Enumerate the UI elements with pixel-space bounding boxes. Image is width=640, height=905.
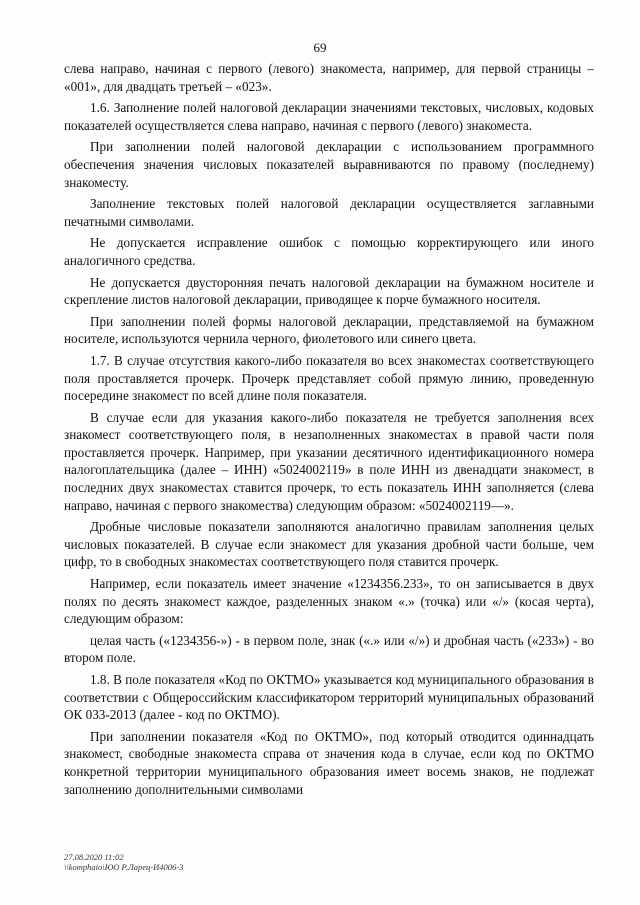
paragraph: При заполнении полей формы налоговой декларации, представляемой на бумажном носителе, используются чернила черного, фиолетового или синего цвета. (64, 313, 594, 347)
paragraph: Например, если показатель имеет значение «1234356.233», то он записывается в двух полях по десять знакомест каждое, разделенных знаком «.» (точка) или «/» (косая черта), следующим образом: (64, 576, 594, 627)
paragraph: Дробные числовые показатели заполняются аналогично правилам заполнения целых числовых показателей. В случае если знакомест для указания дробной части больше, чем цифр, то в свободных знакоместах соответствующего поля ставится прочерк. (64, 519, 594, 570)
paragraph: Не допускается двусторонняя печать налоговой декларации на бумажном носителе и скрепление листов налоговой декларации, приводящее к порче бумажного носителя. (64, 274, 594, 308)
document-footer (64, 852, 183, 872)
page-number: 69 (313, 40, 327, 55)
paragraph: 1.8. В поле показателя «Код по ОКТМО» указывается код муниципального образования в соответствии с Общероссийским классификатором территорий муниципальных образований ОК 033-2013 (далее - код по ОКТМО). (64, 672, 594, 723)
paragraph: 1.6. Заполнение полей налоговой декларации значениями текстовых, числовых, кодовых показателей осуществляется слева направо, начиная с первого (левого) знакоместа. (64, 100, 594, 133)
paragraph: При заполнении полей налоговой декларации с использованием программного обеспечения значения числовых показателей выравниваются по правому (последнему) знакоместу. (64, 139, 594, 190)
document-body (64, 60, 594, 802)
paragraph: 1.7. В случае отсутствия какого-либо показателя во всех знакоместах соответствующего поля проставляется прочерк. Прочерк представляет собой прямую линию, проведенную посередине знакомест по всей длине поля показателя. (64, 352, 594, 404)
paragraph: слева направо, начиная с первого (левого) знакоместа, например, для первой страницы – «001», для двадцать третьей – «023». (64, 61, 594, 94)
paragraph: целая часть («1234356-») - в первом поле, знак («.» или «/») и дробная часть («233») - во втором поле. (64, 632, 594, 666)
paragraph: Не допускается исправление ошибок с помощью корректирующего или иного аналогичного средства. (64, 235, 594, 268)
paragraph: Заполнение текстовых полей налоговой декларации осуществляется заглавными печатными символами. (64, 196, 594, 229)
footer-file-path: \\komphaio\ЮО Р.Ларец-И4006-3 (64, 862, 184, 872)
paragraph: При заполнении показателя «Код по ОКТМО», под который отводится одиннадцать знакомест, свободные знакоместа справа от значения кода в случае, если код по ОКТМО конкретной территории муниципального образования имеет восемь знаков, не подлежат заполнению дополнительными символами (64, 728, 594, 797)
paragraph: В случае если для указания какого-либо показателя не требуется заполнения всех знакомест соответствующего поля, в незаполненных знакоместах в правой части поля проставляется прочерк. Например, при указании десятичного идентификационного номера налогоплательщика (далее – ИНН) «5024002119» в поле ИНН из двенадцати знакомест, в последних двух знакоместах ставится прочерк, то есть показатель ИНН заполняется (слева направо, начиная с первого знакомества) следующим образом: «5024002119—». (64, 409, 594, 513)
footer-timestamp: 27.08.2020 11:02 (64, 852, 124, 862)
